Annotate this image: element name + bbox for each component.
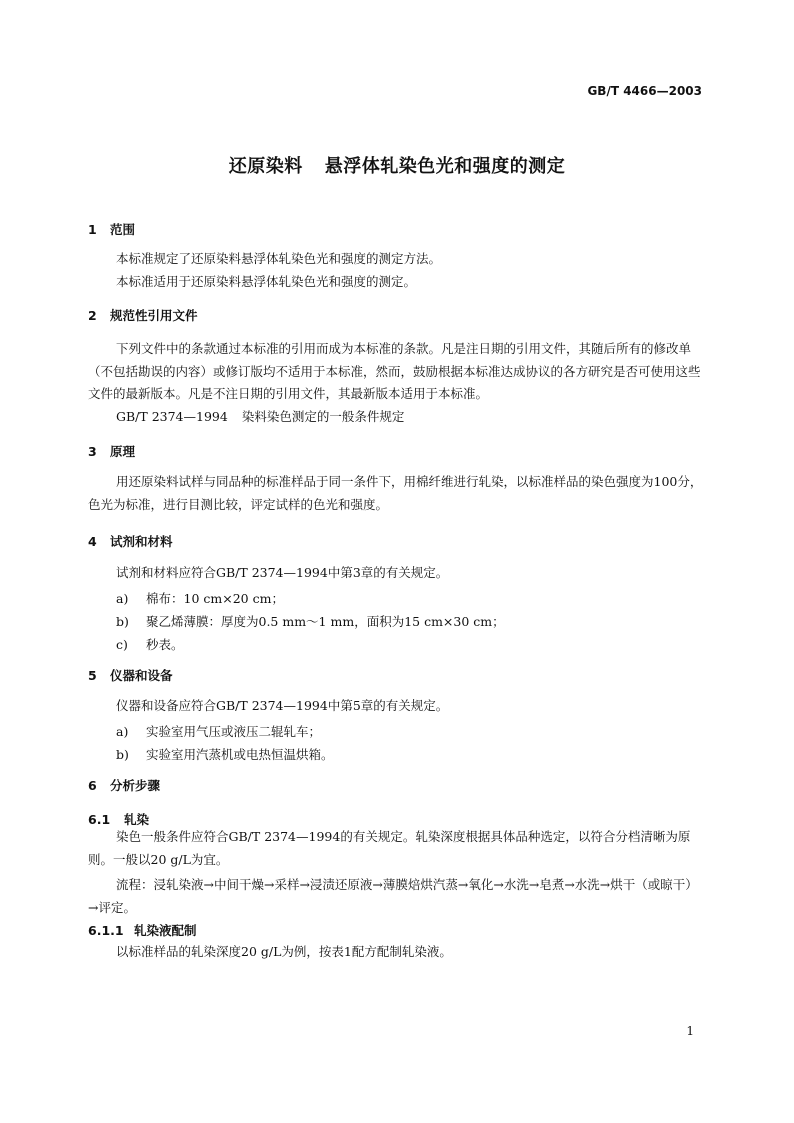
list-item: a) 棉布：10 cm×20 cm； xyxy=(116,591,284,606)
document-code: GB/T 4466—2003 xyxy=(587,84,702,98)
section-4-heading: 4 试剂和材料 xyxy=(88,534,173,549)
section-5-para-1: 仪器和设备应符合GB/T 2374—1994中第5章的有关规定。 xyxy=(116,698,449,713)
list-item: a) 实验室用气压或液压二辊轧车； xyxy=(116,724,322,739)
section-3-heading: 3 原理 xyxy=(88,444,136,459)
list-item: c) 秒表。 xyxy=(116,637,184,652)
title-part-2: 悬浮体轧染色光和强度的测定 xyxy=(324,156,566,177)
title-part-1: 还原染料 xyxy=(228,156,303,177)
section-1-heading: 1 范围 xyxy=(88,222,136,237)
section-2-para-1: 下列文件中的条款通过本标准的引用而成为本标准的条款。凡是注日期的引用文件，其随后所有的修改单（不包括勘误的内容）或修订版均不适用于本标准，然而，鼓励根据本标准达成协议的各方研究是否可使用这些文件的最新版本。凡是不注日期的引用文件，其最新版本适用于本标准。 xyxy=(88,341,701,401)
reference-code: GB/T 2374—1994 xyxy=(116,409,228,424)
list-item: b) 聚乙烯薄膜：厚度为0.5 mm～1 mm，面积为15 cm×30 cm； xyxy=(116,614,505,629)
section-6-heading: 6 分析步骤 xyxy=(88,778,161,793)
section-6-1-heading: 6.1 轧染 xyxy=(88,812,150,827)
section-5-heading: 5 仪器和设备 xyxy=(88,668,173,683)
document-title xyxy=(0,152,794,178)
section-1-para-1: 本标准规定了还原染料悬浮体轧染色光和强度的测定方法。 xyxy=(116,251,442,266)
section-1-para-2: 本标准适用于还原染料悬浮体轧染色光和强度的测定。 xyxy=(116,274,417,289)
section-3-para-1: 用还原染料试样与同品种的标准样品于同一条件下，用棉纤维进行轧染，以标准样品的染色强度为100分，色光为标准，进行目测比较，评定试样的色光和强度。 xyxy=(88,474,703,512)
list-item: b) 实验室用汽蒸机或电热恒温烘箱。 xyxy=(116,747,334,762)
page-number: 1 xyxy=(686,1024,694,1038)
section-6-1-para-2: 流程：浸轧染液→中间干燥→采样→浸渍还原液→薄膜焙烘汽蒸→氧化→水洗→皂煮→水洗→烘干（或晾干）→评定。 xyxy=(88,877,698,915)
reference-title: 染料染色测定的一般条件规定 xyxy=(241,409,405,424)
section-2-reference xyxy=(88,406,704,429)
section-6-1-1-para-1: 以标准样品的轧染深度20 g/L为例，按表1配方配制轧染液。 xyxy=(116,944,452,959)
section-4-para-1: 试剂和材料应符合GB/T 2374—1994中第3章的有关规定。 xyxy=(116,565,449,580)
section-6-1-para-1: 染色一般条件应符合GB/T 2374—1994的有关规定。轧染深度根据具体品种选定，以符合分档清晰为原则。一般以20 g/L为宜。 xyxy=(88,829,691,867)
section-2-heading: 2 规范性引用文件 xyxy=(88,308,198,323)
section-6-1-1-heading: 6.1.1 轧染液配制 xyxy=(88,923,197,938)
